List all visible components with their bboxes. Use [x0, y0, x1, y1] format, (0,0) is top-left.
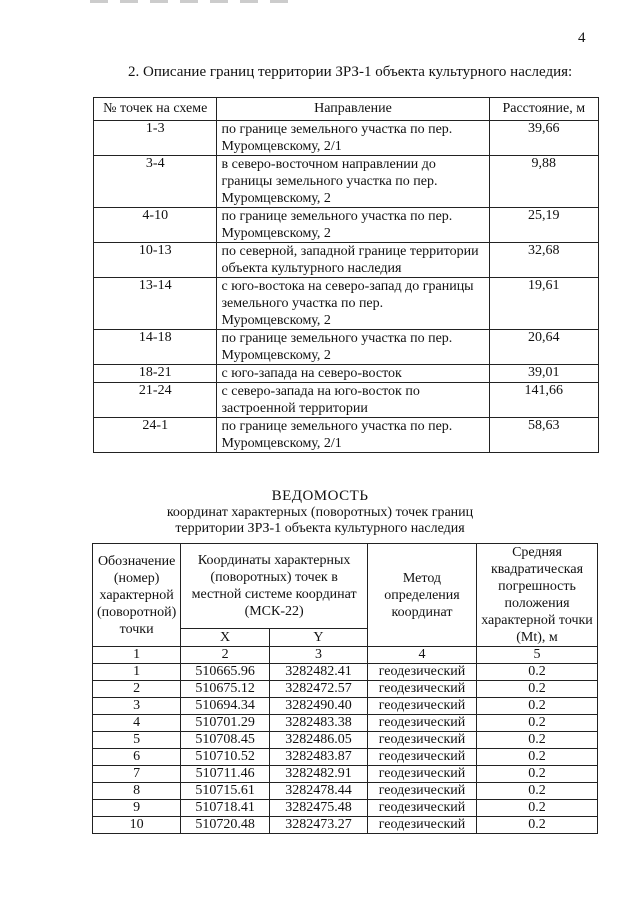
coord-x-cell: 510718.41 — [181, 800, 270, 817]
coord-n-cell: 8 — [93, 783, 181, 800]
direction-cell: по границе земельного участка по пер. Муромцевскому, 2 — [217, 208, 489, 243]
coord-x-cell: 510715.61 — [181, 783, 270, 800]
coord-n-cell: 3 — [93, 698, 181, 715]
col-header-designation: Обозначение (номер) характерной (поворотной) точки — [93, 544, 181, 647]
coord-n-cell: 9 — [93, 800, 181, 817]
col-header-method: Метод определения координат — [368, 544, 477, 647]
coord-x-cell: 510711.46 — [181, 766, 270, 783]
boundary-table — [93, 97, 599, 453]
distance-cell: 19,61 — [489, 278, 598, 330]
table-row — [93, 715, 598, 732]
coord-mt-cell: 0.2 — [477, 800, 598, 817]
points-cell: 18-21 — [94, 365, 217, 383]
coordinates-table-body — [93, 664, 598, 834]
table-row — [94, 278, 599, 330]
column-number: 5 — [477, 647, 598, 664]
coord-n-cell: 10 — [93, 817, 181, 834]
coord-mt-cell: 0.2 — [477, 698, 598, 715]
coord-n-cell: 5 — [93, 732, 181, 749]
direction-cell: с юго-востока на северо-запад до границы земельного участка по пер. Муромцевскому, 2 — [217, 278, 489, 330]
points-cell: 24-1 — [94, 418, 217, 453]
direction-cell: по границе земельного участка по пер. Муромцевскому, 2/1 — [217, 121, 489, 156]
coordinates-table — [92, 543, 598, 834]
distance-cell: 20,64 — [489, 330, 598, 365]
distance-cell: 9,88 — [489, 156, 598, 208]
table-row — [94, 383, 599, 418]
scan-artifact — [90, 0, 290, 3]
coord-method-cell: геодезический — [368, 817, 477, 834]
coord-method-cell: геодезический — [368, 732, 477, 749]
coord-mt-cell: 0.2 — [477, 783, 598, 800]
distance-cell: 25,19 — [489, 208, 598, 243]
coord-mt-cell: 0.2 — [477, 749, 598, 766]
coord-x-cell: 510710.52 — [181, 749, 270, 766]
distance-cell: 58,63 — [489, 418, 598, 453]
vedomost-title: ВЕДОМОСТЬ — [271, 488, 369, 504]
coord-mt-cell: 0.2 — [477, 817, 598, 834]
coord-y-cell: 3282482.41 — [269, 664, 367, 681]
coord-method-cell: геодезический — [368, 766, 477, 783]
distance-cell: 32,68 — [489, 243, 598, 278]
coord-x-cell: 510720.48 — [181, 817, 270, 834]
vedomost-heading — [0, 488, 640, 537]
points-cell: 21-24 — [94, 383, 217, 418]
coord-method-cell: геодезический — [368, 800, 477, 817]
table-row — [94, 243, 599, 278]
column-number: 4 — [368, 647, 477, 664]
table-row — [93, 664, 598, 681]
table-row — [94, 330, 599, 365]
col-header-points: № точек на схеме — [94, 98, 217, 121]
direction-cell: по северной, западной границе территории объекта культурного наследия — [217, 243, 489, 278]
column-number: 2 — [181, 647, 270, 664]
col-header-x: X — [181, 629, 270, 647]
coord-y-cell: 3282486.05 — [269, 732, 367, 749]
col-header-direction: Направление — [217, 98, 489, 121]
column-number-row — [93, 647, 598, 664]
coord-method-cell: геодезический — [368, 783, 477, 800]
direction-cell: в северо-восточном направлении до границы земельного участка по пер. Муромцевскому, 2 — [217, 156, 489, 208]
col-header-error: Средняя квадратическая погрешность положения характерной точки (Mt), м — [477, 544, 598, 647]
distance-cell: 39,66 — [489, 121, 598, 156]
table-row — [94, 418, 599, 453]
coord-y-cell: 3282483.38 — [269, 715, 367, 732]
coord-x-cell: 510694.34 — [181, 698, 270, 715]
coord-mt-cell: 0.2 — [477, 766, 598, 783]
coord-method-cell: геодезический — [368, 698, 477, 715]
coord-x-cell: 510708.45 — [181, 732, 270, 749]
direction-cell: с юго-запада на северо-восток — [217, 365, 489, 383]
coord-x-cell: 510701.29 — [181, 715, 270, 732]
coord-y-cell: 3282475.48 — [269, 800, 367, 817]
vedomost-subtitle-line1: координат характерных (поворотных) точек границ — [166, 505, 474, 520]
table-header-row — [93, 544, 598, 629]
coord-n-cell: 6 — [93, 749, 181, 766]
table-row — [93, 732, 598, 749]
coord-y-cell: 3282490.40 — [269, 698, 367, 715]
points-cell: 13-14 — [94, 278, 217, 330]
distance-cell: 141,66 — [489, 383, 598, 418]
coord-n-cell: 1 — [93, 664, 181, 681]
column-number: 3 — [269, 647, 367, 664]
table-header-row — [94, 98, 599, 121]
coord-method-cell: геодезический — [368, 664, 477, 681]
direction-cell: по границе земельного участка по пер. Муромцевскому, 2/1 — [217, 418, 489, 453]
table-row — [93, 698, 598, 715]
coord-mt-cell: 0.2 — [477, 732, 598, 749]
coord-y-cell: 3282482.91 — [269, 766, 367, 783]
direction-cell: по границе земельного участка по пер. Муромцевскому, 2 — [217, 330, 489, 365]
coord-method-cell: геодезический — [368, 749, 477, 766]
table-row — [93, 800, 598, 817]
table-row — [93, 749, 598, 766]
vedomost-subtitle-line2: территории ЗРЗ-1 объекта культурного наследия — [175, 521, 465, 536]
coord-y-cell: 3282483.87 — [269, 749, 367, 766]
direction-cell: с северо-запада на юго-восток по застроенной территории — [217, 383, 489, 418]
points-cell: 10-13 — [94, 243, 217, 278]
section-title: 2. Описание границ территории ЗРЗ-1 объекта культурного наследия: — [128, 64, 573, 80]
table-row — [93, 681, 598, 698]
coord-mt-cell: 0.2 — [477, 681, 598, 698]
points-cell: 4-10 — [94, 208, 217, 243]
table-row — [93, 783, 598, 800]
points-cell: 14-18 — [94, 330, 217, 365]
table-row — [94, 365, 599, 383]
points-cell: 1-3 — [94, 121, 217, 156]
col-header-y: Y — [269, 629, 367, 647]
boundary-table-body — [94, 121, 599, 453]
points-cell: 3-4 — [94, 156, 217, 208]
distance-cell: 39,01 — [489, 365, 598, 383]
coord-y-cell: 3282478.44 — [269, 783, 367, 800]
col-header-coords: Координаты характерных (поворотных) точек в местной системе координат (МСК-22) — [181, 544, 368, 629]
coord-method-cell: геодезический — [368, 715, 477, 732]
table-row — [94, 121, 599, 156]
coord-y-cell: 3282473.27 — [269, 817, 367, 834]
coord-n-cell: 2 — [93, 681, 181, 698]
column-number: 1 — [93, 647, 181, 664]
coord-n-cell: 7 — [93, 766, 181, 783]
coord-n-cell: 4 — [93, 715, 181, 732]
table-row — [94, 156, 599, 208]
coord-x-cell: 510665.96 — [181, 664, 270, 681]
table-row — [93, 817, 598, 834]
table-row — [93, 766, 598, 783]
coord-mt-cell: 0.2 — [477, 664, 598, 681]
coord-x-cell: 510675.12 — [181, 681, 270, 698]
coord-y-cell: 3282472.57 — [269, 681, 367, 698]
col-header-distance: Расстояние, м — [489, 98, 598, 121]
coord-mt-cell: 0.2 — [477, 715, 598, 732]
table-row — [94, 208, 599, 243]
coord-method-cell: геодезический — [368, 681, 477, 698]
page-number: 4 — [578, 30, 586, 46]
